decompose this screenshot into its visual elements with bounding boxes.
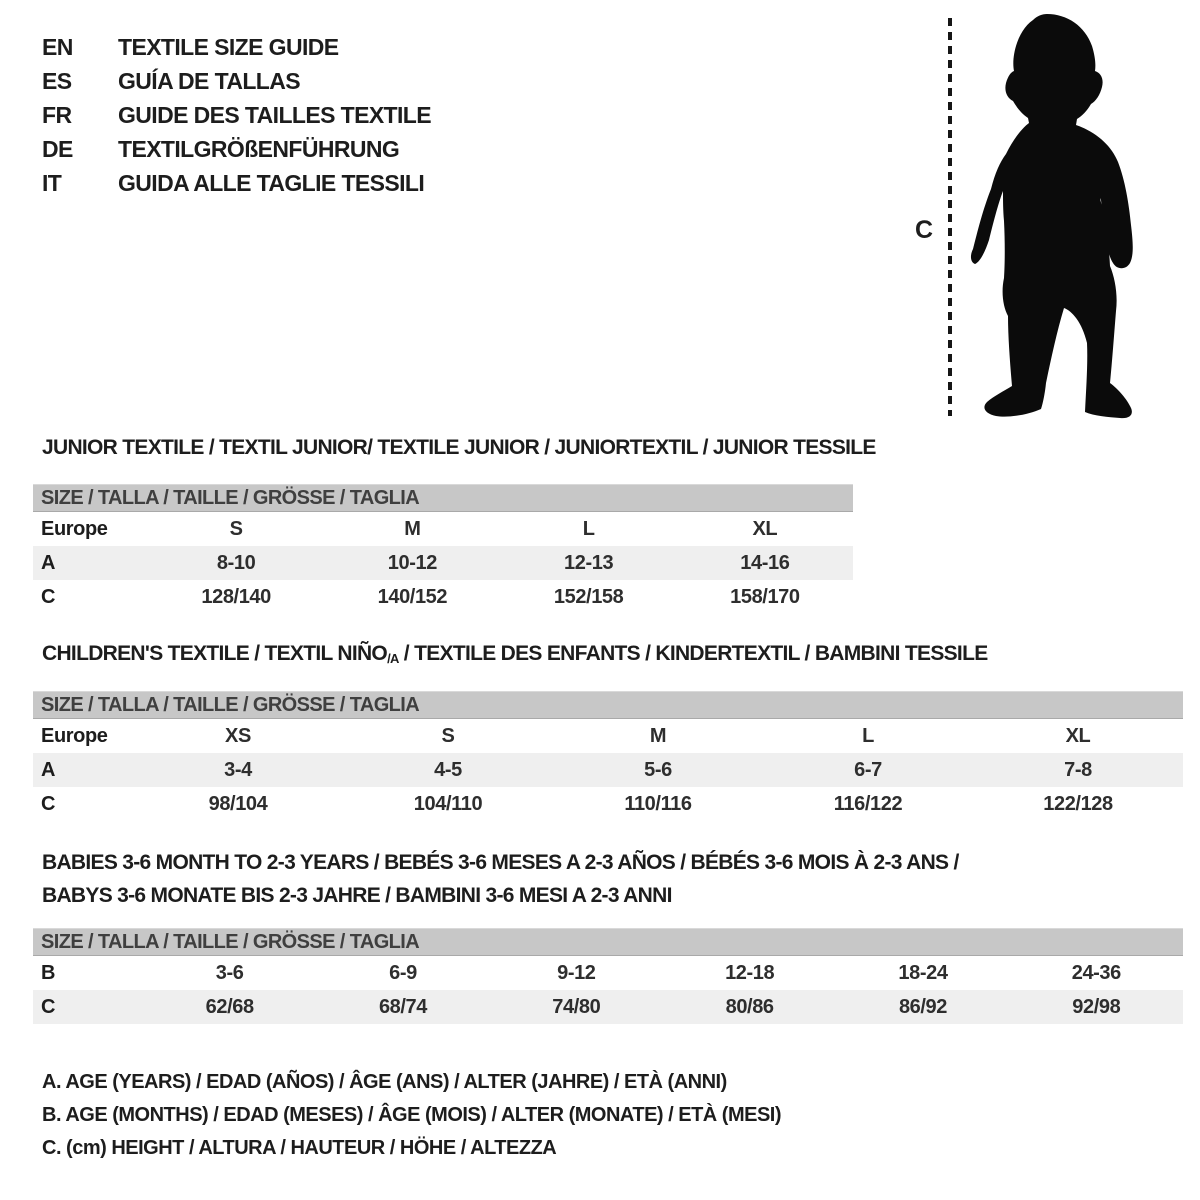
babies-size-band: SIZE / TALLA / TAILLE / GRÖSSE / TAGLIA bbox=[33, 928, 1183, 956]
children-age-cell: 7-8 bbox=[1064, 758, 1092, 781]
lang-title-en: TEXTILE SIZE GUIDE bbox=[118, 34, 339, 60]
babies-section-title bbox=[42, 846, 959, 912]
babies-months-cell: 6-9 bbox=[389, 961, 417, 984]
junior-row-age-label: A bbox=[41, 551, 56, 574]
junior-row-height bbox=[33, 580, 853, 614]
children-row-height bbox=[33, 787, 1183, 821]
junior-col-xl: XL bbox=[752, 517, 778, 540]
children-col-l: L bbox=[862, 724, 874, 747]
children-title-part2: / TEXTILE DES ENFANTS / KINDERTEXTIL / BAMBINI TESSILE bbox=[398, 642, 988, 665]
babies-row-months-label: B bbox=[41, 961, 56, 984]
junior-size-band: SIZE / TALLA / TAILLE / GRÖSSE / TAGLIA bbox=[33, 484, 853, 512]
lang-code-de: DE bbox=[42, 136, 73, 162]
babies-height-cell: 80/86 bbox=[725, 995, 774, 1018]
lang-code-fr: FR bbox=[42, 102, 72, 128]
babies-height-cell: 86/92 bbox=[898, 995, 947, 1018]
children-row-age-label: A bbox=[41, 758, 56, 781]
children-col-s: S bbox=[441, 724, 455, 747]
babies-title-line1: BABIES 3-6 MONTH TO 2-3 YEARS / BEBÉS 3-6 MESES A 2-3 AÑOS / BÉBÉS 3-6 MOIS À 2-3 ANS / bbox=[42, 851, 959, 874]
legend-line-c: C. (cm) HEIGHT / ALTURA / HAUTEUR / HÖHE / ALTEZZA bbox=[42, 1137, 557, 1159]
junior-col-s: S bbox=[229, 517, 243, 540]
junior-height-cell: 128/140 bbox=[201, 585, 271, 608]
children-age-cell: 3-4 bbox=[224, 758, 252, 781]
junior-age-cell: 8-10 bbox=[216, 551, 256, 574]
junior-col-m: M bbox=[404, 517, 421, 540]
legend-line-a: A. AGE (YEARS) / EDAD (AÑOS) / ÂGE (ANS) / ALTER (JAHRE) / ETÀ (ANNI) bbox=[42, 1071, 727, 1093]
junior-height-cell: 140/152 bbox=[377, 585, 448, 608]
junior-col-l: L bbox=[582, 517, 595, 540]
children-age-cell: 4-5 bbox=[434, 758, 462, 781]
children-title-part1: CHILDREN'S TEXTILE / TEXTIL NIÑO bbox=[42, 642, 388, 665]
babies-size-table bbox=[33, 928, 1183, 1024]
children-age-cell: 6-7 bbox=[854, 758, 882, 781]
babies-months-cell: 3-6 bbox=[215, 961, 244, 984]
lang-title-fr: GUIDE DES TAILLES TEXTILE bbox=[118, 102, 431, 128]
babies-row-height-label: C bbox=[41, 995, 56, 1018]
children-height-cell: 104/110 bbox=[413, 792, 483, 815]
children-col-m: M bbox=[649, 724, 667, 747]
children-col-xs: XS bbox=[225, 724, 251, 747]
junior-age-cell: 12-13 bbox=[564, 551, 614, 574]
babies-title-line2: BABYS 3-6 MONATE BIS 2-3 JAHRE / BAMBINI 3-6 MESI A 2-3 ANNI bbox=[42, 884, 672, 907]
lang-title-de: TEXTILGRÖßENFÜHRUNG bbox=[118, 136, 400, 162]
babies-height-cell: 68/74 bbox=[378, 995, 428, 1018]
junior-age-cell: 14-16 bbox=[740, 551, 790, 574]
babies-row-months bbox=[33, 956, 1183, 990]
language-title-list bbox=[42, 30, 431, 200]
children-height-cell: 98/104 bbox=[208, 792, 268, 815]
junior-row-height-label: C bbox=[41, 585, 56, 608]
babies-months-cell: 9-12 bbox=[557, 961, 596, 984]
babies-months-cell: 24-36 bbox=[1071, 961, 1121, 984]
children-col-xl: XL bbox=[1065, 724, 1091, 747]
children-row-age bbox=[33, 753, 1183, 787]
lang-title-es: GUÍA DE TALLAS bbox=[118, 68, 300, 94]
junior-region-label: Europe bbox=[41, 517, 108, 540]
babies-months-cell: 12-18 bbox=[725, 961, 775, 984]
measure-legend bbox=[42, 1066, 781, 1165]
lang-code-en: EN bbox=[42, 34, 73, 60]
children-section-title bbox=[42, 642, 988, 671]
children-height-cell: 122/128 bbox=[1043, 792, 1113, 815]
junior-row-age bbox=[33, 546, 853, 580]
children-region-label: Europe bbox=[41, 724, 108, 747]
lang-code-es: ES bbox=[42, 68, 72, 94]
babies-row-height bbox=[33, 990, 1183, 1024]
height-dashed-line bbox=[948, 18, 952, 416]
babies-months-cell: 18-24 bbox=[898, 961, 948, 984]
children-size-band: SIZE / TALLA / TAILLE / GRÖSSE / TAGLIA bbox=[33, 691, 1183, 719]
children-row-height-label: C bbox=[41, 792, 56, 815]
children-age-cell: 5-6 bbox=[644, 758, 672, 781]
babies-height-cell: 74/80 bbox=[552, 995, 601, 1018]
lang-title-it: GUIDA ALLE TAGLIE TESSILI bbox=[118, 170, 425, 196]
junior-section-title: JUNIOR TEXTILE / TEXTIL JUNIOR/ TEXTILE JUNIOR / JUNIORTEXTIL / JUNIOR TESSILE bbox=[42, 436, 876, 459]
junior-header-row bbox=[33, 512, 853, 546]
height-measure-label: C bbox=[914, 216, 934, 244]
children-title-sub: /A bbox=[387, 651, 399, 666]
children-height-cell: 116/122 bbox=[833, 792, 903, 815]
babies-height-cell: 62/68 bbox=[205, 995, 254, 1018]
legend-line-b: B. AGE (MONTHS) / EDAD (MESES) / ÂGE (MOIS) / ALTER (MONATE) / ETÀ (MESI) bbox=[42, 1104, 782, 1126]
children-height-cell: 110/116 bbox=[624, 792, 692, 815]
children-size-table bbox=[33, 691, 1183, 821]
toddler-silhouette-icon bbox=[963, 12, 1143, 420]
babies-height-cell: 92/98 bbox=[1072, 995, 1121, 1018]
lang-code-it: IT bbox=[42, 170, 62, 196]
junior-height-cell: 152/158 bbox=[553, 585, 624, 608]
children-header-row bbox=[33, 719, 1183, 753]
junior-height-cell: 158/170 bbox=[730, 585, 800, 608]
junior-size-table bbox=[33, 484, 853, 614]
junior-age-cell: 10-12 bbox=[387, 551, 437, 574]
